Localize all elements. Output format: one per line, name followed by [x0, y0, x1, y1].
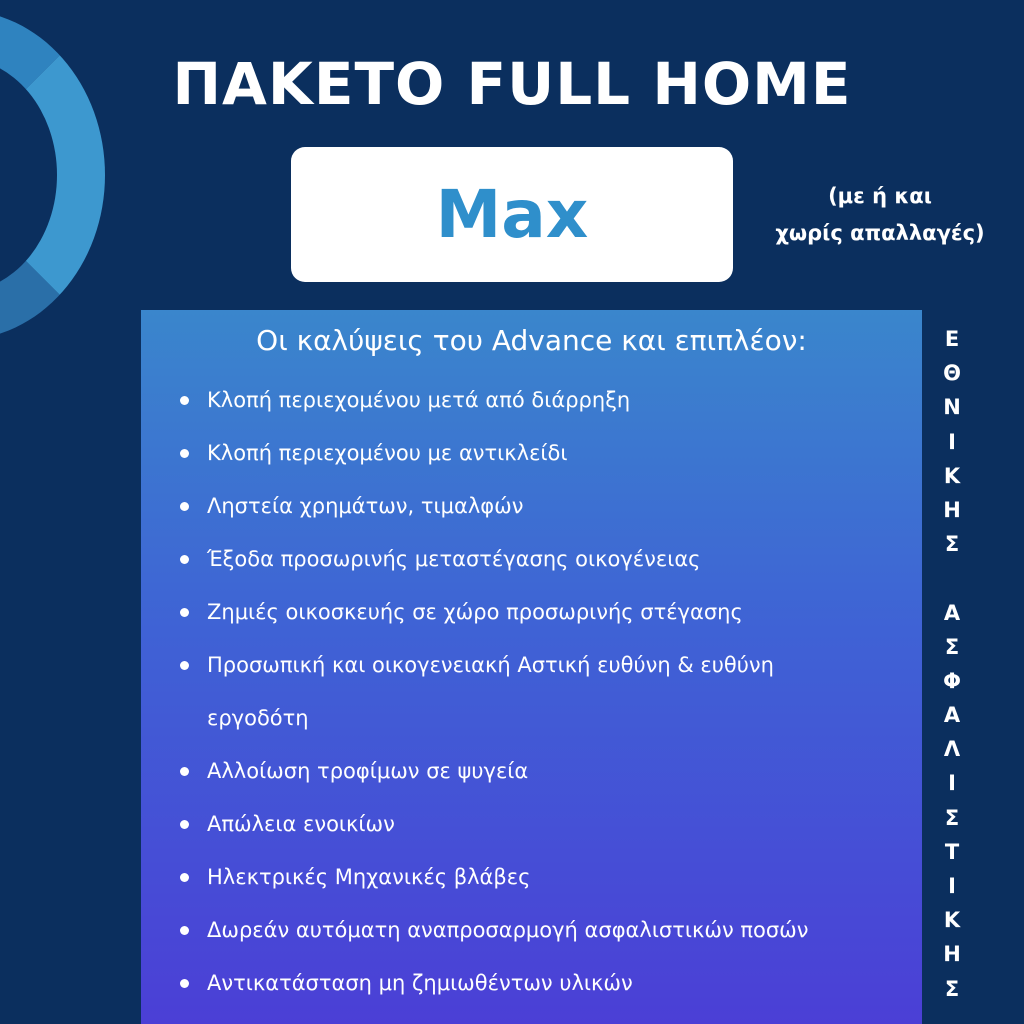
list-item	[207, 798, 808, 851]
deductible-note-line-1: (με ή και	[828, 184, 932, 208]
list-item	[207, 957, 808, 1010]
vertical-brand-text	[929, 322, 975, 1006]
vertical-letter: Τ	[944, 839, 960, 864]
list-item	[207, 480, 808, 533]
list-item-text: Ηλεκτρικές Μηχανικές βλάβες	[207, 865, 531, 889]
bullet-icon	[180, 820, 189, 829]
deductible-note-line-2: χωρίς απαλλαγές)	[775, 221, 985, 245]
bullet-icon	[180, 502, 189, 511]
vertical-letter: Θ	[943, 361, 961, 386]
vertical-letter: Α	[943, 600, 961, 625]
list-item-text: Ληστεία χρημάτων, τιμαλφών	[207, 494, 524, 518]
list-item	[207, 904, 808, 957]
bullet-icon	[180, 661, 189, 670]
list-item-continuation	[207, 692, 808, 745]
vertical-letter: Η	[943, 942, 961, 967]
list-item-text: Προσωπική και οικογενειακή Αστική ευθύνη & ευθύνη	[207, 653, 774, 677]
package-badge	[291, 147, 733, 282]
bullet-icon	[180, 608, 189, 617]
package-label: Max	[435, 176, 589, 253]
bullet-icon	[180, 396, 189, 405]
list-item-text: Κλοπή περιεχομένου μετά από διάρρηξη	[207, 388, 631, 412]
vertical-letter: Σ	[944, 976, 960, 1001]
vertical-letter: Ι	[948, 874, 956, 898]
vertical-letter: Ι	[948, 771, 956, 796]
list-item	[207, 427, 808, 480]
bullet-icon	[180, 767, 189, 776]
list-item	[207, 639, 808, 692]
list-item	[207, 851, 808, 904]
vertical-letter: Φ	[943, 668, 961, 693]
vertical-letter: Λ	[943, 737, 961, 762]
vertical-letter: Σ	[944, 532, 960, 557]
vertical-letter: Α	[943, 703, 961, 728]
vertical-letter: Σ	[944, 805, 960, 830]
vertical-letter: Ε	[944, 327, 960, 351]
vertical-letter: Η	[943, 497, 961, 522]
list-item	[207, 586, 808, 639]
list-item	[207, 374, 808, 427]
bullet-icon	[180, 926, 189, 935]
coverage-list	[207, 374, 808, 1010]
vertical-letter: Σ	[944, 634, 960, 659]
page-title: ΠΑΚΕΤΟ FULL HOME	[172, 50, 852, 118]
list-item	[207, 745, 808, 798]
list-item-text: Αντικατάσταση μη ζημιωθέντων υλικών	[207, 971, 633, 995]
deductible-note	[760, 178, 1000, 252]
bullet-icon	[180, 555, 189, 564]
vertical-letter: Ι	[948, 429, 956, 454]
list-item-text: Δωρεάν αυτόματη αναπροσαρμογή ασφαλιστικών ποσών	[207, 918, 809, 942]
vertical-letter: Ν	[943, 395, 961, 420]
list-item-text: Απώλεια ενοικίων	[207, 812, 395, 836]
list-item-text: Ζημιές οικοσκευής σε χώρο προσωρινής στέγασης	[207, 600, 743, 624]
coverage-heading: Οι καλύψεις του Advance και επιπλέον:	[256, 324, 807, 357]
bullet-icon	[180, 979, 189, 988]
vertical-letter: Κ	[943, 908, 961, 933]
coverage-panel	[141, 310, 922, 1024]
list-item-text: Έξοδα προσωρινής μεταστέγασης οικογένειας	[207, 547, 701, 571]
list-item-text: Αλλοίωση τροφίμων σε ψυγεία	[207, 759, 529, 783]
list-item	[207, 533, 808, 586]
bullet-icon	[180, 873, 189, 882]
list-item-text: Κλοπή περιεχομένου με αντικλείδι	[207, 441, 568, 465]
vertical-letter: Κ	[943, 463, 961, 488]
bullet-icon	[180, 449, 189, 458]
list-item-text: εργοδότη	[207, 706, 309, 730]
